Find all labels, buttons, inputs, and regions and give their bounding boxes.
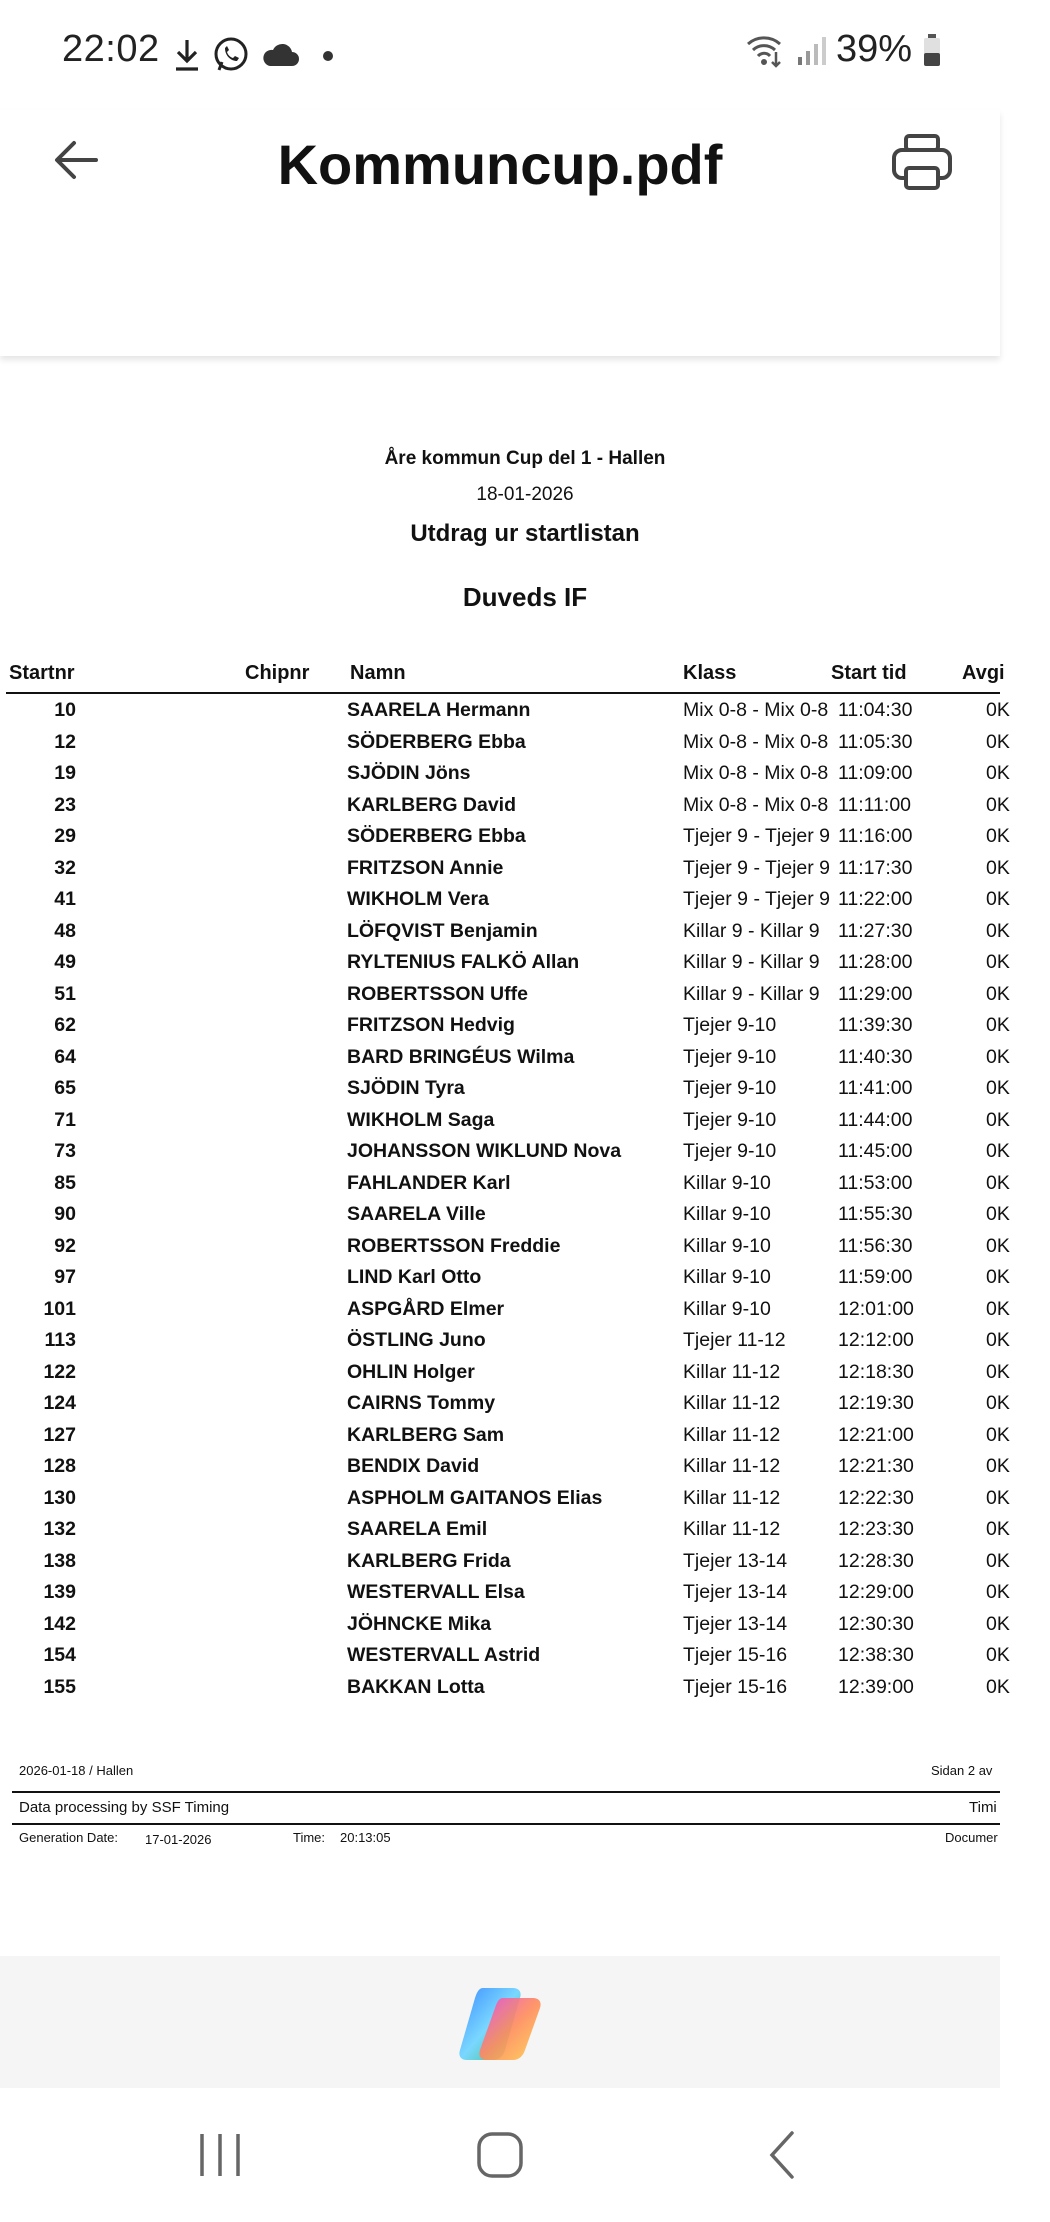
start-time-cell: 11:28:00 xyxy=(838,951,913,973)
status-bar xyxy=(0,0,1000,110)
start-time-cell: 12:01:00 xyxy=(838,1297,914,1320)
avg-cell: 0K xyxy=(986,1171,1010,1194)
copilot-bar xyxy=(0,1956,1000,2088)
start-time-cell: 12:21:00 xyxy=(838,1423,914,1446)
name-cell: SÖDERBERG Ebba xyxy=(347,730,526,753)
name-cell: FAHLANDER Karl xyxy=(347,1171,511,1194)
startnr-cell: 142 xyxy=(43,1612,76,1635)
avg-cell: 0K xyxy=(986,1360,1010,1383)
name-cell: SAARELA Emil xyxy=(347,1518,488,1540)
klass-cell: Tjejer 15-16 xyxy=(683,1675,788,1698)
avg-cell: 0K xyxy=(986,1108,1010,1131)
col-namn: Namn xyxy=(350,662,406,684)
klass-cell: Killar 9 - Killar 9 xyxy=(683,919,820,942)
table-row xyxy=(0,1612,1010,1645)
klass-cell: Tjejer 9-10 xyxy=(683,1045,777,1068)
start-time-cell: 11:53:00 xyxy=(838,1171,913,1194)
klass-cell: Killar 11-12 xyxy=(683,1486,781,1509)
startnr-cell: 73 xyxy=(54,1140,76,1162)
start-time-cell: 11:09:00 xyxy=(838,762,913,784)
klass-cell: Mix 0-8 - Mix 0-8 xyxy=(683,730,829,753)
recents-button[interactable] xyxy=(190,2130,250,2180)
klass-cell: Mix 0-8 - Mix 0-8 xyxy=(683,793,829,816)
page-title: Kommuncup.pdf xyxy=(277,133,723,196)
table-row xyxy=(0,793,1010,826)
name-cell: JOHANSSON WIKLUND Nova xyxy=(347,1140,622,1162)
start-time-cell: 12:19:30 xyxy=(838,1392,914,1414)
header-divider xyxy=(6,692,1000,694)
klass-cell: Tjejer 9 - Tjejer 9 xyxy=(683,825,831,847)
back-icon xyxy=(762,2128,802,2182)
avg-cell: 0K xyxy=(986,825,1010,847)
table-row xyxy=(0,1297,1010,1330)
status-right xyxy=(744,28,942,71)
klass-cell: Killar 9-10 xyxy=(683,1203,771,1225)
klass-cell: Killar 9 - Killar 9 xyxy=(683,982,820,1005)
footer-divider-bottom xyxy=(12,1823,1000,1825)
battery-percent: 39% xyxy=(835,28,912,70)
klass-cell: Killar 9 - Killar 9 xyxy=(683,951,820,973)
startnr-cell: 23 xyxy=(54,793,76,816)
name-cell: BARD BRINGÉUS Wilma xyxy=(347,1045,575,1068)
start-time-cell: 11:22:00 xyxy=(838,888,913,910)
start-time-cell: 11:04:30 xyxy=(838,699,913,721)
table-row xyxy=(0,730,1010,763)
download-icon xyxy=(172,37,202,73)
table-row xyxy=(0,1644,1010,1676)
name-cell: CAIRNS Tommy xyxy=(347,1392,496,1414)
footer-page: Sidan 2 av xyxy=(931,1763,993,1778)
table-row xyxy=(0,1581,1010,1613)
name-cell: LIND Karl Otto xyxy=(347,1266,482,1288)
startnr-cell: 71 xyxy=(54,1108,76,1131)
start-time-cell: 11:59:00 xyxy=(838,1266,913,1288)
col-avg: Avgi xyxy=(962,662,1005,684)
name-cell: BAKKAN Lotta xyxy=(347,1675,485,1698)
name-cell: ASPGÅRD Elmer xyxy=(347,1297,505,1320)
event-title: Åre kommun Cup del 1 - Hallen xyxy=(384,448,666,469)
name-cell: FRITZSON Annie xyxy=(347,856,504,879)
start-time-cell: 12:38:30 xyxy=(838,1644,914,1666)
table-row xyxy=(0,1077,1010,1109)
avg-cell: 0K xyxy=(986,1675,1010,1698)
start-time-cell: 11:11:00 xyxy=(838,793,912,816)
dot-icon xyxy=(310,40,340,70)
avg-cell: 0K xyxy=(986,951,1010,973)
startnr-cell: 130 xyxy=(43,1486,76,1509)
avg-cell: 0K xyxy=(986,1612,1010,1635)
startnr-cell: 29 xyxy=(54,825,76,847)
startnr-cell: 155 xyxy=(43,1675,76,1698)
start-time-cell: 11:56:30 xyxy=(838,1234,913,1257)
startnr-cell: 32 xyxy=(54,856,76,879)
col-startnr: Startnr xyxy=(9,662,75,684)
start-time-cell: 12:39:00 xyxy=(838,1675,914,1698)
avg-cell: 0K xyxy=(986,762,1010,784)
startnr-cell: 51 xyxy=(54,982,76,1005)
name-cell: KARLBERG David xyxy=(347,793,517,816)
name-cell: LÖFQVIST Benjamin xyxy=(347,919,538,942)
name-cell: OHLIN Holger xyxy=(347,1360,475,1383)
startnr-cell: 90 xyxy=(54,1203,76,1225)
start-time-cell: 11:40:30 xyxy=(838,1045,913,1068)
name-cell: SAARELA Hermann xyxy=(347,699,531,721)
name-cell: WESTERVALL Astrid xyxy=(347,1644,541,1666)
back-nav-button[interactable] xyxy=(762,2128,802,2182)
avg-cell: 0K xyxy=(986,919,1010,942)
name-cell: WIKHOLM Saga xyxy=(347,1108,495,1131)
avg-cell: 0K xyxy=(986,1234,1010,1257)
name-cell: ÖSTLING Juno xyxy=(347,1329,486,1351)
table-row xyxy=(0,888,1010,920)
signal-icon xyxy=(796,33,826,67)
klass-cell: Tjejer 11-12 xyxy=(683,1329,786,1351)
start-time-cell: 12:28:30 xyxy=(838,1549,914,1572)
table-row xyxy=(0,1140,1010,1172)
wifi-calling-icon xyxy=(744,32,786,68)
name-cell: RYLTENIUS FALKÖ Allan xyxy=(347,951,580,973)
table-row xyxy=(0,1455,1010,1487)
whatsapp-icon xyxy=(212,36,250,74)
klass-cell: Killar 9-10 xyxy=(683,1266,771,1288)
startnr-cell: 12 xyxy=(54,730,76,753)
name-cell: SÖDERBERG Ebba xyxy=(347,825,526,847)
name-cell: JÖHNCKE Mika xyxy=(347,1612,492,1635)
name-cell: WESTERVALL Elsa xyxy=(347,1581,525,1603)
avg-cell: 0K xyxy=(986,1329,1010,1351)
start-time-cell: 12:18:30 xyxy=(838,1360,914,1383)
klass-cell: Killar 9-10 xyxy=(683,1171,771,1194)
startnr-cell: 97 xyxy=(54,1266,76,1288)
printer-icon xyxy=(890,132,954,192)
recents-icon xyxy=(190,2130,250,2180)
klass-cell: Tjejer 13-14 xyxy=(683,1581,788,1603)
footer-gen-date-label: Generation Date: xyxy=(19,1830,119,1845)
start-time-cell: 12:29:00 xyxy=(838,1581,914,1603)
table-row xyxy=(0,1014,1010,1046)
start-time-cell: 12:23:30 xyxy=(838,1518,914,1540)
klass-cell: Killar 11-12 xyxy=(683,1455,781,1477)
avg-cell: 0K xyxy=(986,1140,1010,1162)
start-time-cell: 11:41:00 xyxy=(838,1077,913,1099)
club-name: Duveds IF xyxy=(462,582,588,612)
klass-cell: Killar 9-10 xyxy=(683,1234,771,1257)
startnr-cell: 138 xyxy=(43,1549,76,1572)
startnr-cell: 154 xyxy=(43,1644,76,1666)
home-icon xyxy=(474,2128,526,2182)
startnr-cell: 48 xyxy=(54,919,76,942)
klass-cell: Tjejer 9-10 xyxy=(683,1077,777,1099)
startnr-cell: 49 xyxy=(54,951,76,973)
name-cell: ROBERTSSON Freddie xyxy=(347,1234,561,1257)
name-cell: SJÖDIN Tyra xyxy=(347,1077,465,1099)
avg-cell: 0K xyxy=(986,888,1010,910)
name-cell: KARLBERG Sam xyxy=(347,1423,505,1446)
start-time-cell: 12:21:30 xyxy=(838,1455,914,1477)
avg-cell: 0K xyxy=(986,1077,1010,1099)
startnr-cell: 113 xyxy=(44,1329,76,1351)
document-subtitle: Utdrag ur startlistan xyxy=(410,520,640,547)
table-row xyxy=(0,1360,1010,1393)
klass-cell: Killar 9-10 xyxy=(683,1297,771,1320)
avg-cell: 0K xyxy=(986,1486,1010,1509)
name-cell: ASPHOLM GAITANOS Elias xyxy=(347,1486,603,1509)
table-row xyxy=(0,825,1010,857)
status-left-icons xyxy=(172,36,340,74)
start-time-cell: 11:44:00 xyxy=(838,1108,913,1131)
name-cell: BENDIX David xyxy=(347,1455,480,1477)
startnr-cell: 127 xyxy=(43,1423,76,1446)
name-cell: KARLBERG Frida xyxy=(347,1549,511,1572)
avg-cell: 0K xyxy=(986,730,1010,753)
table-row xyxy=(0,762,1010,794)
table-row xyxy=(0,1423,1010,1456)
col-klass: Klass xyxy=(683,662,737,684)
startnr-cell: 101 xyxy=(43,1297,76,1320)
klass-cell: Killar 11-12 xyxy=(683,1423,781,1446)
table-row xyxy=(0,1171,1010,1204)
avg-cell: 0K xyxy=(986,856,1010,879)
startnr-cell: 124 xyxy=(43,1392,76,1414)
name-cell: FRITZSON Hedvig xyxy=(347,1014,515,1036)
avg-cell: 0K xyxy=(986,1392,1010,1414)
klass-cell: Tjejer 9-10 xyxy=(683,1140,777,1162)
name-cell: SAARELA Ville xyxy=(347,1203,486,1225)
avg-cell: 0K xyxy=(986,793,1010,816)
avg-cell: 0K xyxy=(986,1297,1010,1320)
startnr-cell: 41 xyxy=(54,888,76,910)
avg-cell: 0K xyxy=(986,1014,1010,1036)
print-button[interactable] xyxy=(890,132,954,192)
start-time-cell: 11:45:00 xyxy=(838,1140,913,1162)
klass-cell: Tjejer 9-10 xyxy=(683,1014,777,1036)
table-row xyxy=(0,1045,1010,1078)
avg-cell: 0K xyxy=(986,1644,1010,1666)
startnr-cell: 85 xyxy=(54,1171,76,1194)
startnr-cell: 65 xyxy=(54,1077,76,1099)
name-cell: WIKHOLM Vera xyxy=(347,888,489,910)
table-row xyxy=(0,919,1010,952)
startnr-cell: 62 xyxy=(54,1014,76,1036)
table-row xyxy=(0,699,1010,731)
avg-cell: 0K xyxy=(986,1581,1010,1603)
klass-cell: Tjejer 9-10 xyxy=(683,1108,777,1131)
avg-cell: 0K xyxy=(986,1203,1010,1225)
start-time-cell: 11:39:30 xyxy=(838,1014,913,1036)
col-start-tid: Start tid xyxy=(831,662,907,684)
status-time: 22:02 xyxy=(62,28,160,70)
home-button[interactable] xyxy=(474,2128,526,2182)
klass-cell: Mix 0-8 - Mix 0-8 xyxy=(683,762,829,784)
klass-cell: Tjejer 13-14 xyxy=(683,1612,788,1635)
footer-document: Documer xyxy=(945,1830,998,1845)
name-cell: ROBERTSSON Uffe xyxy=(347,982,528,1005)
copilot-button[interactable] xyxy=(453,1984,547,2064)
startnr-cell: 128 xyxy=(43,1455,76,1477)
event-date: 18-01-2026 xyxy=(476,484,574,505)
start-time-cell: 12:30:30 xyxy=(838,1612,914,1635)
startnr-cell: 64 xyxy=(54,1045,76,1068)
klass-cell: Tjejer 9 - Tjejer 9 xyxy=(683,888,831,910)
col-chipnr: Chipnr xyxy=(245,662,310,684)
table-row xyxy=(0,1675,1010,1708)
footer-time-label: Time: xyxy=(293,1830,326,1845)
table-row xyxy=(0,1108,1010,1141)
footer-timing: Timi xyxy=(969,1799,997,1816)
startnr-cell: 92 xyxy=(54,1234,76,1257)
footer-time: 20:13:05 xyxy=(340,1830,391,1845)
klass-cell: Tjejer 13-14 xyxy=(683,1549,788,1572)
table-row xyxy=(0,856,1010,889)
table-row xyxy=(0,1518,1010,1550)
start-time-cell: 11:16:00 xyxy=(838,825,913,847)
klass-cell: Tjejer 15-16 xyxy=(683,1644,788,1666)
avg-cell: 0K xyxy=(986,1549,1010,1572)
battery-icon xyxy=(922,33,942,67)
avg-cell: 0K xyxy=(986,1266,1010,1288)
table-row xyxy=(0,1329,1010,1361)
startnr-cell: 19 xyxy=(54,762,76,784)
footer-divider-top xyxy=(12,1791,1000,1793)
table-row xyxy=(0,1266,1010,1298)
startnr-cell: 132 xyxy=(43,1518,76,1540)
start-time-cell: 12:22:30 xyxy=(838,1486,914,1509)
startnr-cell: 122 xyxy=(43,1360,76,1383)
footer-location: 2026-01-18 / Hallen xyxy=(19,1763,134,1778)
table-row xyxy=(0,1549,1010,1582)
avg-cell: 0K xyxy=(986,982,1010,1005)
table-row xyxy=(0,1392,1010,1424)
klass-cell: Killar 11-12 xyxy=(683,1360,781,1383)
avg-cell: 0K xyxy=(986,1045,1010,1068)
table-row xyxy=(0,951,1010,983)
klass-cell: Tjejer 9 - Tjejer 9 xyxy=(683,856,831,879)
avg-cell: 0K xyxy=(986,699,1010,721)
table-row xyxy=(0,1234,1010,1267)
avg-cell: 0K xyxy=(986,1423,1010,1446)
klass-cell: Mix 0-8 - Mix 0-8 xyxy=(683,699,829,721)
name-cell: SJÖDIN Jöns xyxy=(347,762,471,784)
klass-cell: Killar 11-12 xyxy=(683,1518,781,1540)
footer-gen-date: 17-01-2026 xyxy=(145,1832,212,1847)
startnr-cell: 10 xyxy=(54,699,76,721)
start-time-cell: 11:05:30 xyxy=(838,730,913,753)
copilot-icon xyxy=(453,1984,547,2064)
start-time-cell: 11:17:30 xyxy=(838,856,913,879)
footer-processing: Data processing by SSF Timing xyxy=(19,1799,230,1816)
avg-cell: 0K xyxy=(986,1455,1010,1477)
avg-cell: 0K xyxy=(986,1518,1010,1540)
table-row xyxy=(0,982,1010,1015)
startnr-cell: 139 xyxy=(43,1581,76,1603)
start-time-cell: 12:12:00 xyxy=(838,1329,914,1351)
table-row xyxy=(0,1486,1010,1519)
cloud-icon xyxy=(260,40,300,70)
start-time-cell: 11:55:30 xyxy=(838,1203,913,1225)
table-row xyxy=(0,1203,1010,1235)
klass-cell: Killar 11-12 xyxy=(683,1392,781,1414)
navigation-bar xyxy=(0,2088,1000,2222)
start-time-cell: 11:29:00 xyxy=(838,982,913,1005)
start-time-cell: 11:27:30 xyxy=(838,919,913,942)
